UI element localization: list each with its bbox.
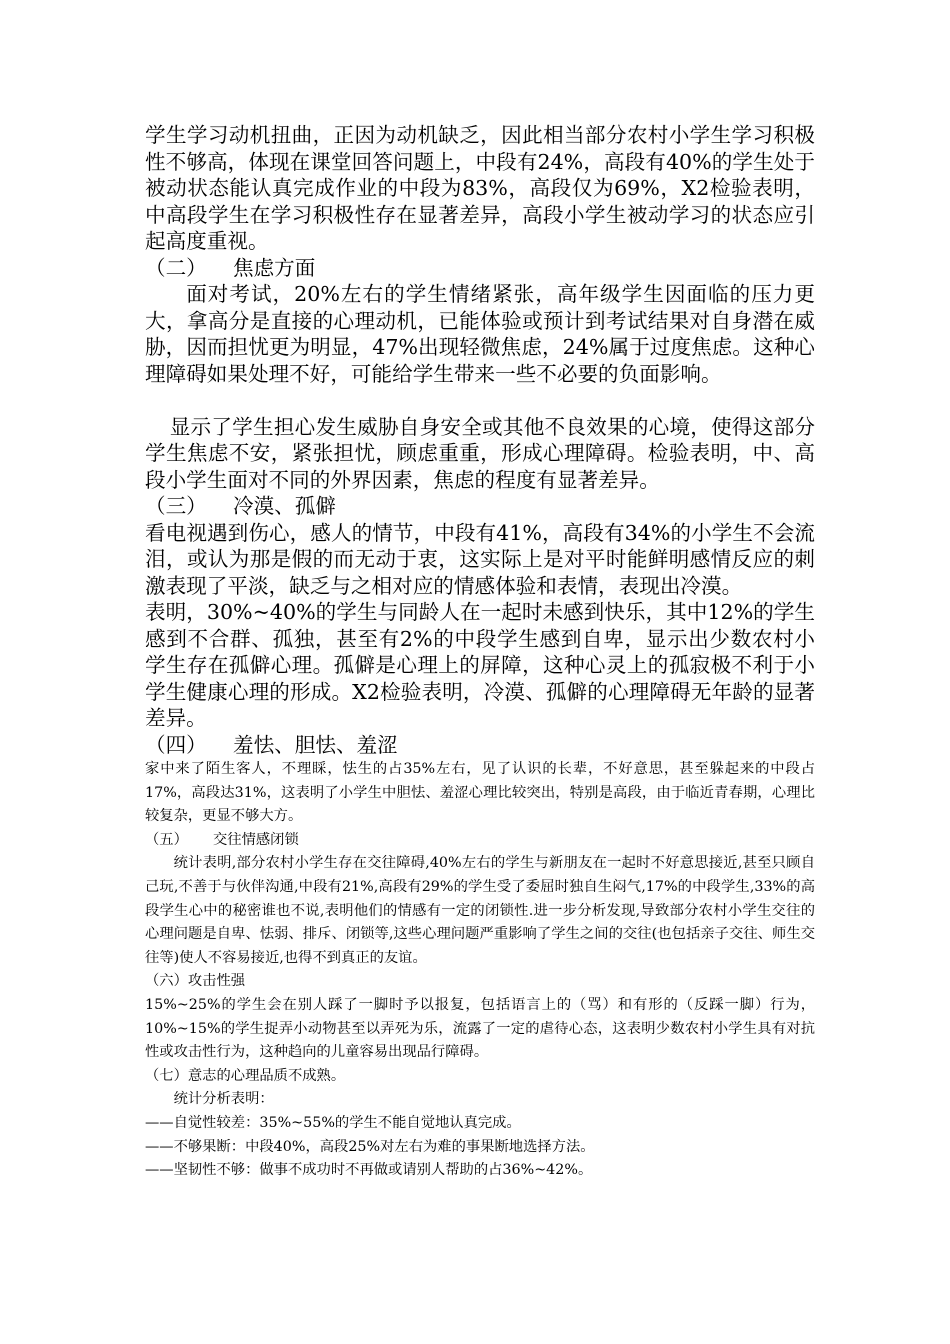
paragraph: 显示了学生担心发生威胁自身安全或其他不良效果的心境，使得这部分学生焦虑不安，紧张担忧，顾虑重重，形成心理障碍。检验表明，中、高段小学生面对不同的外界因素，焦虑的程度有显著差异。 — [145, 414, 815, 492]
list-item: ——坚韧性不够：做事不成功时不再做或请别人帮助的占36%~42%。 — [145, 1162, 593, 1179]
document-body — [145, 122, 815, 1183]
section-number: （二） — [145, 255, 207, 280]
section-number: （三） — [145, 494, 207, 518]
section-heading: （七）意志的心理品质不成熟。 — [145, 1067, 346, 1084]
small-text-section — [145, 758, 815, 1183]
paragraph: 面对考试，20%左右的学生情绪紧张，高年级学生因面临的压力更大，拿高分是直接的心理动机，已能体验或预计到考试结果对自身潜在威胁，因而担忧更为明显，47%出现轻微焦虑，24%属于过度焦虑。这种心理障碍如果处理不好，可能给学生带来一些不必要的负面影响。 — [145, 282, 815, 386]
section-heading — [145, 829, 815, 853]
paragraph: 家中来了陌生客人，不理睬，怯生的占35%左右，见了认识的长辈，不好意思，甚至躲起来的中段占17%，高段达31%，这表明了小学生中胆怯、羞涩心理比较突出，特别是高段，由于临近青春期，心理比较复杂，更显不够大方。 — [145, 761, 815, 825]
section-title: 焦虑方面 — [233, 255, 316, 280]
paragraph: 学生学习动机扭曲，正因为动机缺乏，因此相当部分农村小学生学习积极性不够高，体现在课堂回答问题上，中段有24%，高段有40%的学生处于被动状态能认真完成作业的中段为83%，高段仅为69%，X2检验表明，中高段学生在学习积极性存在显著差异，高段小学生被动学习的状态应引起高度重视。 — [145, 123, 815, 253]
section-heading — [145, 493, 815, 520]
paragraph: 统计分析表明： — [173, 1091, 274, 1108]
paragraph: 15%~25%的学生会在别人踩了一脚时予以报复，包括语言上的（骂）和有形的（反踩一脚）行为，10%~15%的学生捉弄小动物甚至以弄死为乐，流露了一定的虐待心态，这表明少数农村小学生具有对抗性或攻击性行为，这种趋向的儿童容易出现品行障碍。 — [145, 996, 815, 1061]
section-heading: （六）攻击性强 — [145, 973, 246, 990]
section-title: 冷漠、孤僻 — [233, 494, 336, 518]
list-item: ——不够果断：中段40%，高段25%对左右为难的事果断地选择方法。 — [145, 1138, 595, 1155]
paragraph: 看电视遇到伤心，感人的情节，中段有41%，高段有34%的小学生不会流泪，或认为那是假的而无动于衷，这实际上是对平时能鲜明感情反应的刺激表现了平淡，缺乏与之相对应的情感体验和表情，表现出冷漠。 — [145, 520, 815, 598]
section-number: （四） — [145, 732, 207, 757]
section-title: 羞怯、胆怯、羞涩 — [233, 732, 398, 757]
blank-line — [145, 387, 815, 414]
section-number: （五） — [145, 831, 188, 848]
section-title: 交往情感闭锁 — [213, 831, 299, 848]
section-heading — [145, 255, 815, 282]
large-text-section — [145, 122, 815, 758]
paragraph: 统计表明,部分农村小学生存在交往障碍,40%左右的学生与新朋友在一起时不好意思接近,甚至只顾自己玩,不善于与伙伴沟通,中段有21%,高段有29%的学生受了委屈时独自生闷气,17%的中段学生,33%的高段学生心中的秘密谁也不说,表明他们的情感有一定的闭锁性.进一步分析发现,导致部分农村小学生交往的心理问题是自卑、怯弱、排斥、闭锁等,这些心理问题严重影响了学生之间的交往(也包括亲子交往、师生交往等)使人不容易接近,也得不到真正的友谊。 — [145, 855, 815, 966]
list-item: ——自觉性较差：35%~55%的学生不能自觉地认真完成。 — [145, 1114, 521, 1131]
section-heading — [145, 732, 815, 759]
paragraph: 表明，30%~40%的学生与同龄人在一起时未感到快乐，其中12%的学生感到不合群、孤独，甚至有2%的中段学生感到自卑，显示出少数农村小学生存在孤僻心理。孤僻是心理上的屏障，这种心灵上的孤寂极不利于小学生健康心理的形成。X2检验表明，冷漠、孤僻的心理障碍无年龄的显著差异。 — [145, 600, 815, 730]
